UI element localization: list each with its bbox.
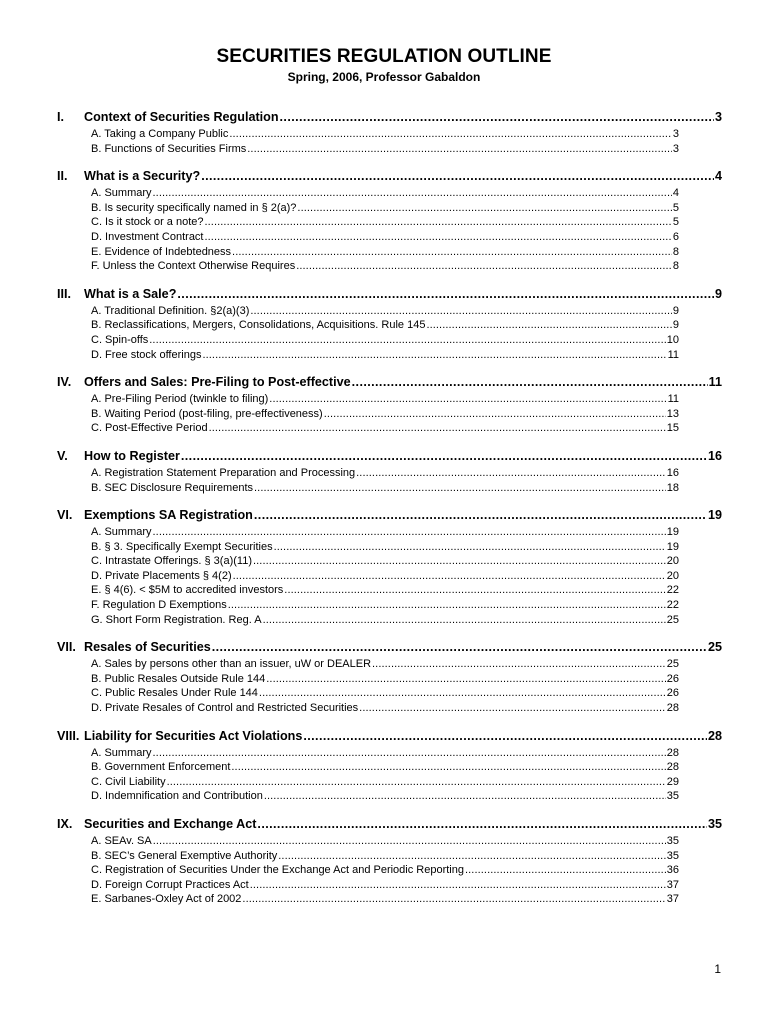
entry-page-number: 3 [672,142,679,155]
entry-page-number: 11 [667,393,679,406]
dot-leader [264,790,666,802]
entry-page-number: 3 [672,128,679,140]
section-page-number: 25 [707,640,722,655]
entry-title: C. Public Resales Under Rule 144 [91,687,258,700]
entry-title: A. Sales by persons other than an issuer, uW or DEALER [91,658,372,671]
toc-entry [91,482,679,497]
toc-section-heading [57,817,722,835]
dot-leader [266,673,665,685]
page-number: 1 [714,962,721,976]
entry-title: A. Summary [91,187,152,200]
section-number: IX. [57,817,73,831]
entry-title: A. Traditional Definition. §2(a)(3) [91,304,250,317]
toc-entry [91,305,679,320]
dot-leader [205,231,672,243]
section-title: Exemptions SA Registration [84,508,253,523]
section-title: Context of Securities Regulation [84,110,279,124]
entry-title: A. Registration Statement Preparation and Processing [91,466,356,479]
section-page-number: 16 [707,448,722,463]
entry-title: F. Unless the Context Otherwise Requires [91,260,296,273]
entry-page-number: 5 [672,201,679,214]
dot-leader [177,287,714,301]
page-title: SECURITIES REGULATION OUTLINE [216,46,552,67]
entry-title: B. SEC Disclosure Requirements [91,481,254,494]
entry-page-number: 29 [666,775,679,788]
section-title: Liability for Securities Act Violations [84,728,303,743]
entry-title: A. Taking a Company Public [91,128,229,140]
toc-entry [91,599,679,614]
toc-section-heading [57,640,722,658]
entry-title: C. Is it stock or a note? [91,216,204,229]
entry-page-number: 20 [666,555,679,568]
dot-leader [202,349,666,361]
section-title: Securities and Exchange Act [84,817,257,831]
section-page-number: 11 [708,375,722,390]
toc-entry [91,658,679,673]
dot-leader [232,246,672,258]
entry-page-number: 8 [672,245,679,258]
dot-leader [465,864,666,876]
toc-entry [91,687,679,702]
toc-entry [91,776,679,791]
entry-page-number: 5 [672,216,679,229]
section-number: VIII. [57,728,80,743]
entry-page-number: 22 [666,584,679,597]
section-page-number: 35 [707,817,722,831]
entry-title: B. SEC’s General Exemptive Authority [91,849,278,862]
dot-leader [247,143,672,155]
entry-title: D. Foreign Corrupt Practices Act [91,878,249,891]
dot-leader [297,202,671,214]
section-title: What is a Sale? [84,286,177,301]
entry-title: E. Sarbanes-Oxley Act of 2002 [91,893,242,906]
entry-page-number: 13 [666,407,679,420]
entry-title: E. Evidence of Indebtedness [91,245,232,258]
entry-title: F. Regulation D Exemptions [91,599,227,612]
dot-leader [153,835,666,847]
toc-section [0,110,768,157]
entry-title: A. SEAv. SA [91,835,152,847]
section-title: Offers and Sales: Pre-Filing to Post-effective [84,375,351,390]
section-title: What is a Security? [84,169,201,184]
section-number: V. [57,448,68,463]
entry-title: A. Summary [91,526,152,539]
toc-section [0,640,768,716]
dot-leader [229,128,672,140]
entry-page-number: 37 [666,893,679,906]
toc-section [0,729,768,805]
entry-page-number: 19 [666,526,679,539]
toc-entry [91,879,679,894]
toc-entry [91,393,679,408]
entry-page-number: 16 [666,466,679,479]
entry-title: C. Spin-offs [91,333,149,346]
entry-title: B. Reclassifications, Mergers, Consolidations, Acquisitions. Rule 145 [91,319,426,332]
dot-leader [263,614,666,626]
section-title: Resales of Securities [84,640,211,655]
entry-page-number: 28 [666,746,679,759]
dot-leader [231,761,665,773]
toc-entry [91,584,679,599]
entry-page-number: 35 [666,790,679,803]
toc-section-heading [57,375,722,393]
entry-title: D. Investment Contract [91,230,204,243]
entry-title: A. Summary [91,746,152,759]
toc-entry [91,614,679,629]
entry-title: C. Post-Effective Period [91,422,208,435]
entry-page-number: 4 [672,187,679,200]
toc-section [0,287,768,363]
toc-entry [91,260,679,275]
dot-leader [324,408,666,420]
toc-section-heading [57,110,722,128]
toc-entry [91,747,679,762]
entry-title: D. Free stock offerings [91,348,202,361]
entry-page-number: 15 [666,422,679,435]
dot-leader [250,879,666,891]
entry-title: D. Private Resales of Control and Restricted Securities [91,702,359,715]
entry-title: A. Pre-Filing Period (twinkle to filing) [91,393,269,406]
toc-entry [91,526,679,541]
dot-leader [426,319,671,331]
dot-leader [209,422,666,434]
section-page-number: 4 [714,169,722,184]
entry-page-number: 9 [672,319,679,332]
entry-title: B. Waiting Period (post-filing, pre-effectiveness) [91,407,323,420]
entry-title: E. § 4(6). < $5M to accredited investors [91,584,284,597]
dot-leader [257,817,707,831]
toc-entry [91,673,679,688]
section-number: II. [57,169,68,184]
toc-entry [91,835,679,850]
toc-entry [91,422,679,437]
toc-entry [91,570,679,585]
toc-entry [91,467,679,482]
dot-leader [253,555,666,567]
entry-title: D. Private Placements § 4(2) [91,569,232,582]
toc-entry [91,761,679,776]
toc-entry [91,187,679,202]
toc-section [0,817,768,908]
entry-page-number: 11 [667,348,679,361]
dot-leader [201,169,714,183]
entry-title: D. Indemnification and Contribution [91,790,263,803]
entry-page-number: 28 [666,761,679,774]
toc-entry [91,202,679,217]
dot-leader [359,702,666,714]
dot-leader [254,482,666,494]
entry-title: C. Civil Liability [91,775,166,788]
toc-entry [91,702,679,717]
dot-leader [303,729,707,743]
entry-page-number: 6 [672,230,679,243]
toc-section [0,375,768,437]
entry-title: B. Functions of Securities Firms [91,142,247,155]
entry-title: B. Is security specifically named in § 2(a)? [91,201,297,214]
dot-leader [250,305,672,317]
entry-page-number: 28 [666,702,679,715]
dot-leader [153,187,672,199]
dot-leader [278,850,665,862]
toc-entry [91,555,679,570]
entry-title: B. Government Enforcement [91,761,231,774]
dot-leader [280,110,714,124]
dot-leader [296,260,672,272]
toc-section [0,169,768,275]
toc-section-heading [57,729,722,747]
toc-entry [91,541,679,556]
entry-page-number: 18 [666,481,679,494]
toc-entry [91,893,679,908]
toc-section [0,449,768,496]
dot-leader [254,508,707,522]
toc-entry [91,408,679,423]
entry-title: B. § 3. Specifically Exempt Securities [91,540,273,553]
section-number: I. [57,110,64,124]
toc-entry [91,231,679,246]
dot-leader [181,449,707,463]
dot-leader [149,334,665,346]
entry-page-number: 25 [666,658,679,671]
section-page-number: 3 [714,110,722,124]
entry-page-number: 22 [666,599,679,612]
entry-page-number: 26 [666,687,679,700]
section-title: How to Register [84,448,180,463]
toc-entry [91,864,679,879]
entry-page-number: 35 [666,849,679,862]
toc-entry [91,319,679,334]
entry-title: B. Public Resales Outside Rule 144 [91,672,266,685]
section-page-number: 19 [707,508,722,523]
entry-page-number: 20 [666,569,679,582]
entry-page-number: 25 [666,613,679,626]
entry-title: G. Short Form Registration. Reg. A [91,613,262,626]
dot-leader [205,216,672,228]
dot-leader [284,584,665,596]
toc-entry [91,790,679,805]
dot-leader [212,640,707,654]
table-of-contents [0,110,768,920]
entry-title: C. Intrastate Offerings. § 3(a)(11) [91,555,252,568]
entry-page-number: 9 [672,304,679,317]
toc-entry [91,246,679,261]
section-number: VI. [57,508,73,523]
dot-leader [228,599,666,611]
dot-leader [167,776,666,788]
dot-leader [356,467,666,479]
toc-entry [91,850,679,865]
section-number: IV. [57,375,72,390]
toc-entry [91,334,679,349]
toc-entry [91,349,679,364]
section-number: III. [57,286,71,301]
section-page-number: 28 [707,728,722,743]
dot-leader [372,658,666,670]
entry-page-number: 36 [666,864,679,877]
toc-entry [91,143,679,158]
entry-page-number: 8 [672,260,679,273]
toc-section-heading [57,287,722,305]
entry-page-number: 10 [666,333,679,346]
page-subtitle: Spring, 2006, Professor Gabaldon [287,70,481,84]
dot-leader [352,375,708,389]
dot-leader [233,570,666,582]
entry-page-number: 37 [666,878,679,891]
dot-leader [274,541,666,553]
section-page-number: 9 [714,286,722,301]
entry-page-number: 35 [666,835,679,847]
toc-section-heading [57,508,722,526]
toc-section-heading [57,169,722,187]
dot-leader [242,893,665,905]
toc-section [0,508,768,628]
toc-entry [91,216,679,231]
entry-title: C. Registration of Securities Under the Exchange Act and Periodic Reporting [91,864,464,877]
toc-section-heading [57,449,722,467]
entry-page-number: 26 [666,672,679,685]
dot-leader [259,687,666,699]
entry-page-number: 19 [666,540,679,553]
section-number: VII. [57,640,76,655]
dot-leader [269,393,666,405]
dot-leader [153,747,666,759]
dot-leader [153,526,666,538]
toc-entry [91,128,679,143]
